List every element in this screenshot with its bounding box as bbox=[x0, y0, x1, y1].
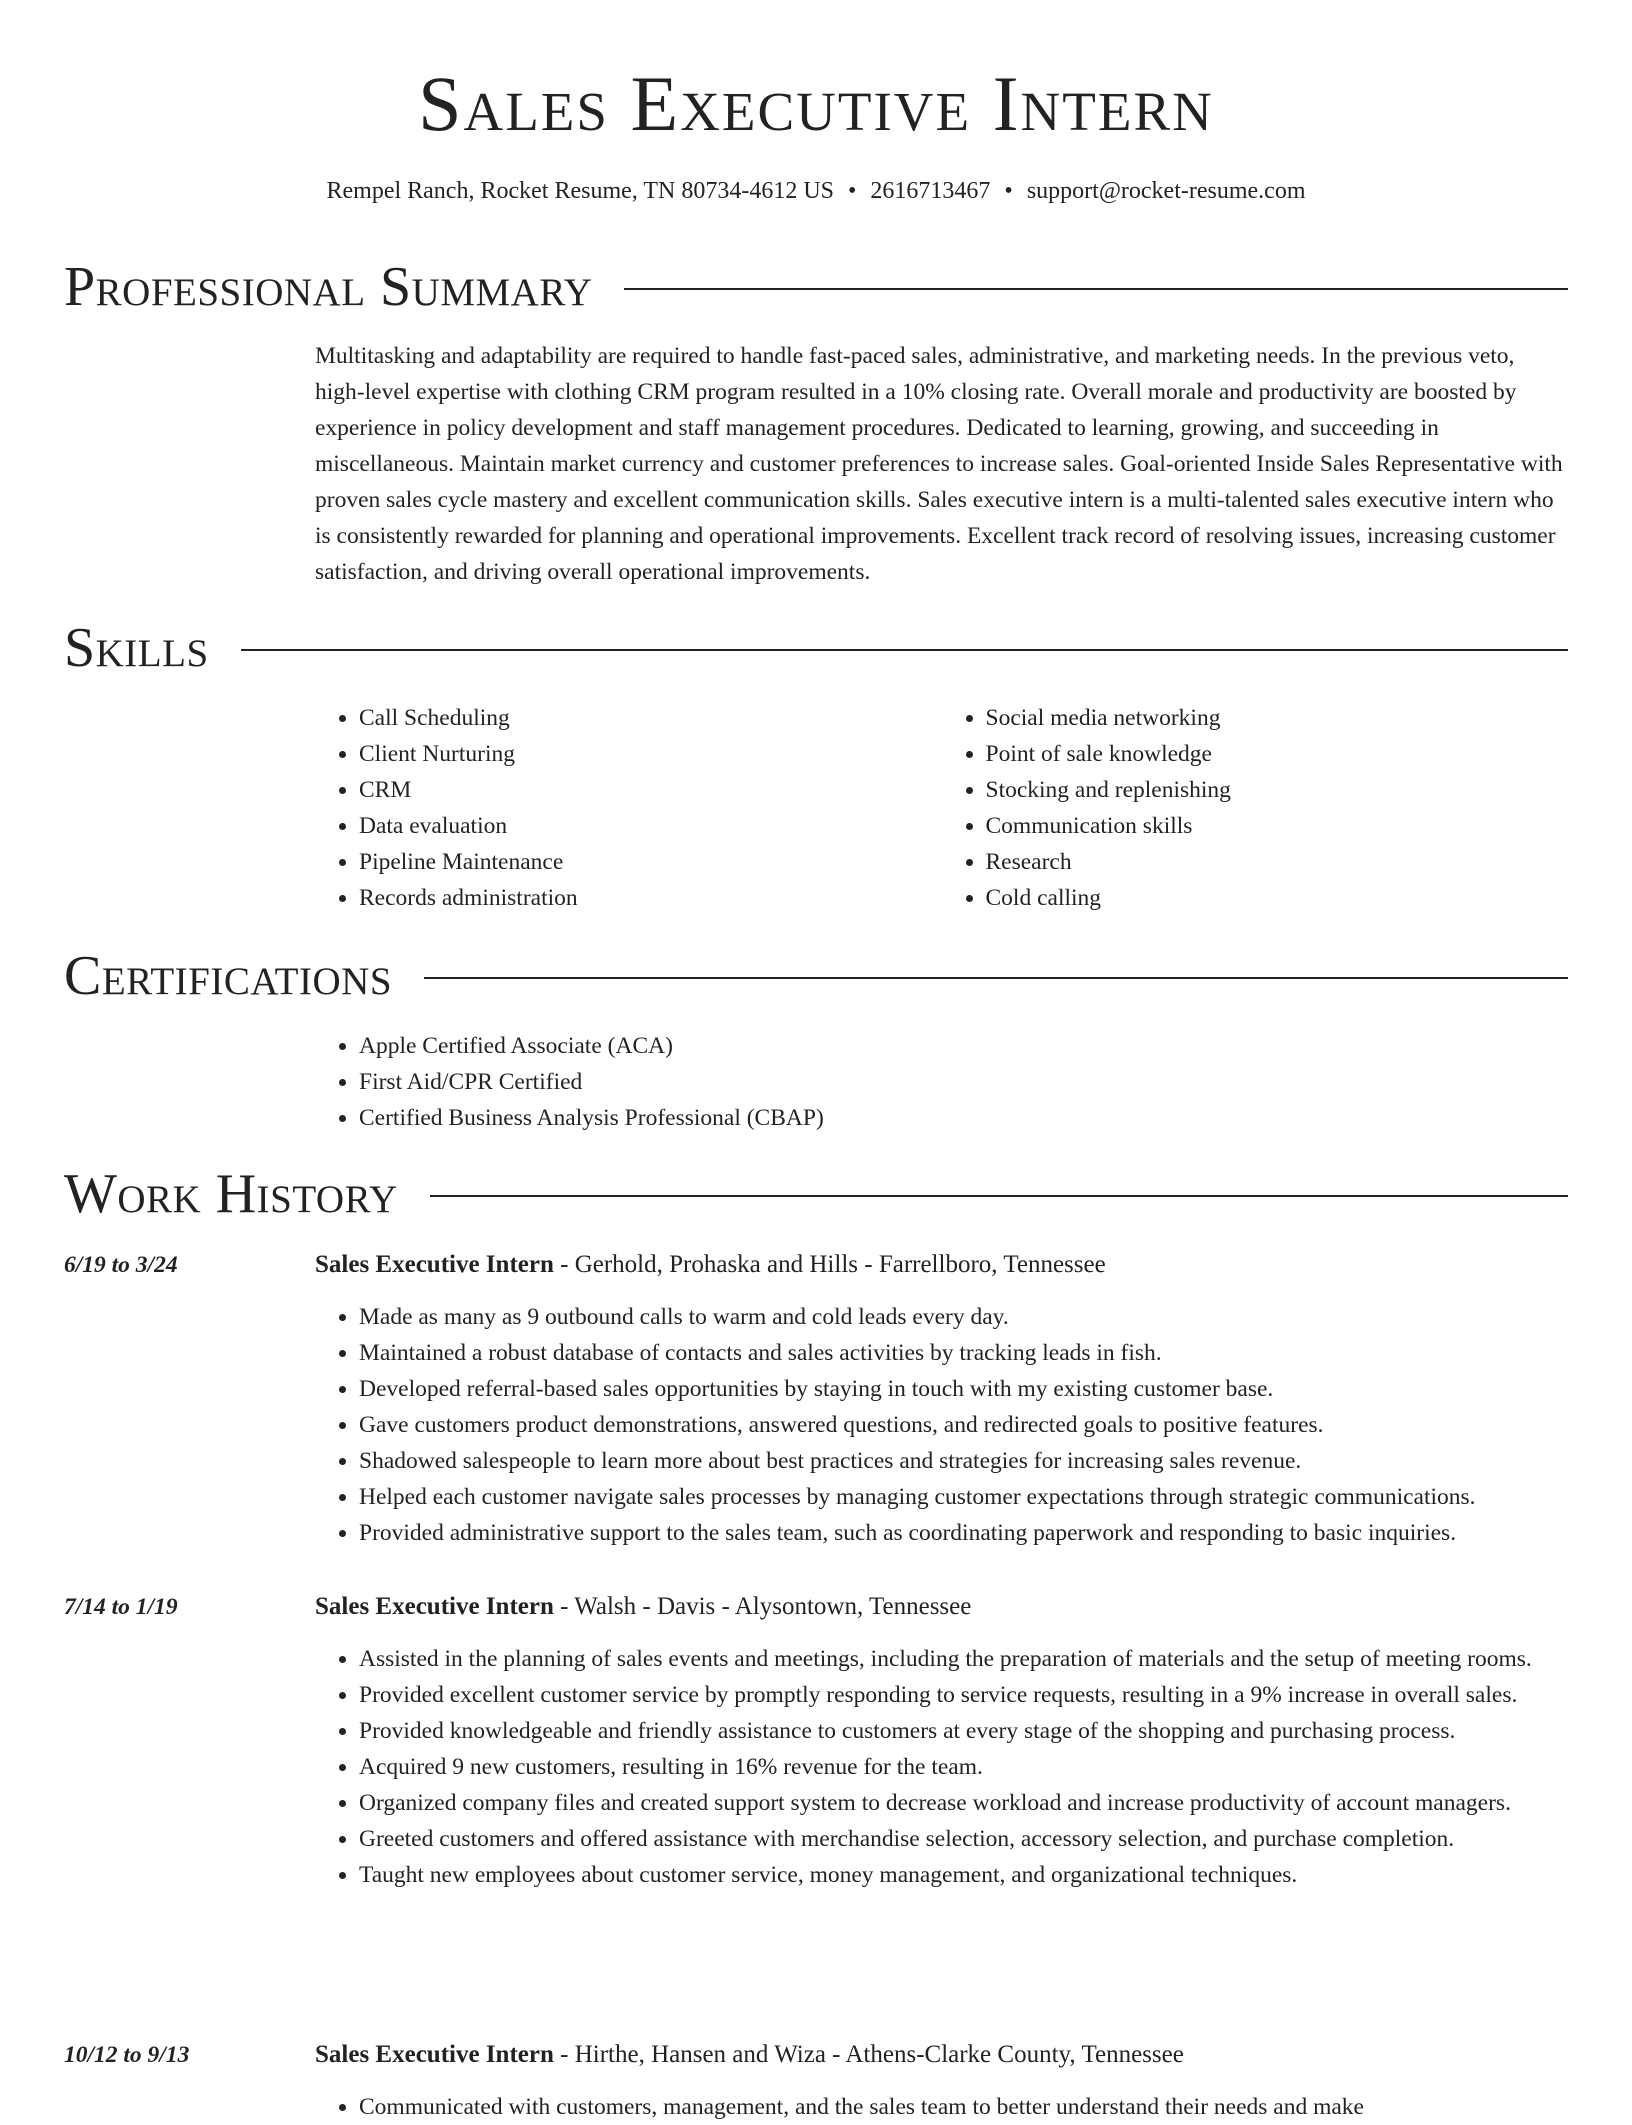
section-title-work-history: Work History bbox=[64, 1163, 398, 1225]
skill-item: • Records administration bbox=[359, 880, 942, 916]
job-bullet: • Acquired 9 new customers, resulting in 16% revenue for the team. bbox=[359, 1749, 1568, 1785]
certifications-list bbox=[315, 1028, 1568, 1136]
section-title-certifications: Certifications bbox=[64, 945, 393, 1007]
contact-separator: • bbox=[848, 178, 857, 204]
job-entry bbox=[315, 1247, 1568, 1551]
job-heading bbox=[315, 1589, 1568, 1625]
section-divider bbox=[241, 649, 1568, 651]
job-heading bbox=[315, 1247, 1568, 1283]
section-header-certifications bbox=[64, 944, 1568, 1008]
skills-list-right bbox=[942, 700, 1569, 916]
skills-list-left bbox=[315, 700, 942, 916]
contact-email[interactable]: support@rocket-resume.com bbox=[1026, 178, 1306, 204]
job-heading bbox=[315, 2037, 1568, 2073]
summary-block bbox=[315, 338, 1568, 590]
contact-address: Rempel Ranch, Rocket Resume, TN 80734-4612 US bbox=[326, 178, 834, 204]
job-bullet: • Organized company files and created support system to decrease workload and increase productivity of account managers. bbox=[359, 1785, 1568, 1821]
job-employer: - Hirthe, Hansen and Wiza - Athens-Clarke County, Tennessee bbox=[553, 2041, 1184, 2068]
job-entry bbox=[315, 1589, 1568, 1893]
skill-item: • Pipeline Maintenance bbox=[359, 844, 942, 880]
contact-separator: • bbox=[1004, 178, 1013, 204]
candidate-name: Sales Executive Intern bbox=[418, 60, 1214, 147]
section-header-work-history bbox=[64, 1162, 1568, 1226]
job-bullet: • Developed referral-based sales opportunities by staying in touch with my existing customer base. bbox=[359, 1371, 1568, 1407]
job-employer: - Walsh - Davis - Alysontown, Tennessee bbox=[553, 1593, 972, 1620]
skill-item: • CRM bbox=[359, 772, 942, 808]
job-bullet: • Gave customers product demonstrations, answered questions, and redirected goals to positive features. bbox=[359, 1407, 1568, 1443]
job-bullets bbox=[315, 1299, 1568, 1551]
job-bullet: • Maintained a robust database of contacts and sales activities by tracking leads in fish. bbox=[359, 1335, 1568, 1371]
job-bullet: • Provided administrative support to the sales team, such as coordinating paperwork and responding to basic inquiries. bbox=[359, 1515, 1568, 1551]
certifications-block bbox=[315, 1028, 1568, 1136]
section-divider bbox=[430, 1195, 1568, 1197]
job-bullet: • Provided knowledgeable and friendly assistance to customers at every stage of the shopping and purchasing process. bbox=[359, 1713, 1568, 1749]
contact-line bbox=[0, 176, 1632, 206]
job-employer: - Gerhold, Prohaska and Hills - Farrellboro, Tennessee bbox=[553, 1251, 1106, 1278]
skill-item: • Communication skills bbox=[986, 808, 1569, 844]
contact-phone: 2616713467 bbox=[870, 178, 991, 204]
skill-item: • Social media networking bbox=[986, 700, 1569, 736]
summary-text: Multitasking and adaptability are required to handle fast-paced sales, administrative, and marketing needs. In the previous veto, high-level expertise with clothing CRM program resulted in a 10% closing rate. Overall morale and productivity are boosted by experience in policy development and staff management procedures. Dedicated to learning, growing, and succeeding in miscellaneous. Maintain market currency and customer preferences to increase sales. Goal-oriented Inside Sales Representative with proven sales cycle mastery and excellent communication skills. Sales executive intern is a multi-talented sales executive intern who is consistently rewarded for planning and operational improvements. Excellent track record of resolving issues, increasing customer satisfaction, and driving overall operational improvements. bbox=[315, 343, 1563, 585]
job-bullets bbox=[315, 1641, 1568, 1893]
section-divider bbox=[624, 288, 1568, 290]
skill-item: • Stocking and replenishing bbox=[986, 772, 1569, 808]
section-header-summary bbox=[64, 255, 1568, 319]
job-title: Sales Executive Intern bbox=[315, 1593, 554, 1620]
job-bullet: • Helped each customer navigate sales processes by managing customer expectations through strategic communications. bbox=[359, 1479, 1568, 1515]
job-bullet: • Shadowed salespeople to learn more about best practices and strategies for increasing sales revenue. bbox=[359, 1443, 1568, 1479]
job-bullet: • Assisted in the planning of sales events and meetings, including the preparation of materials and the setup of meeting rooms. bbox=[359, 1641, 1568, 1677]
job-bullet: • Communicated with customers, management, and the sales team to better understand their needs and make bbox=[359, 2089, 1568, 2125]
job-bullet: • Made as many as 9 outbound calls to warm and cold leads every day. bbox=[359, 1299, 1568, 1335]
skill-item: • Data evaluation bbox=[359, 808, 942, 844]
job-bullet: • Taught new employees about customer service, money management, and organizational techniques. bbox=[359, 1857, 1568, 1893]
section-header-skills bbox=[64, 616, 1568, 680]
job-title: Sales Executive Intern bbox=[315, 1251, 554, 1278]
section-title-summary: Professional Summary bbox=[64, 256, 593, 318]
skills-block bbox=[315, 700, 1568, 916]
certification-item: • Apple Certified Associate (ACA) bbox=[359, 1028, 1568, 1064]
skill-item: • Research bbox=[986, 844, 1569, 880]
skill-item: • Call Scheduling bbox=[359, 700, 942, 736]
certification-item: • First Aid/CPR Certified bbox=[359, 1064, 1568, 1100]
job-bullets bbox=[315, 2089, 1568, 2125]
skill-item: • Cold calling bbox=[986, 880, 1569, 916]
job-bullet: • Provided excellent customer service by promptly responding to service requests, resulting in a 9% increase in overall sales. bbox=[359, 1677, 1568, 1713]
skill-item: • Point of sale knowledge bbox=[986, 736, 1569, 772]
certification-item: • Certified Business Analysis Professional (CBAP) bbox=[359, 1100, 1568, 1136]
job-dates: 7/14 to 1/19 bbox=[64, 1594, 178, 1620]
job-dates: 6/19 to 3/24 bbox=[64, 1252, 178, 1278]
job-dates: 10/12 to 9/13 bbox=[64, 2042, 190, 2068]
skill-item: • Client Nurturing bbox=[359, 736, 942, 772]
section-divider bbox=[424, 977, 1568, 979]
section-title-skills: Skills bbox=[64, 617, 209, 679]
job-title: Sales Executive Intern bbox=[315, 2041, 554, 2068]
job-bullet: • Greeted customers and offered assistance with merchandise selection, accessory selection, and purchase completion. bbox=[359, 1821, 1568, 1857]
